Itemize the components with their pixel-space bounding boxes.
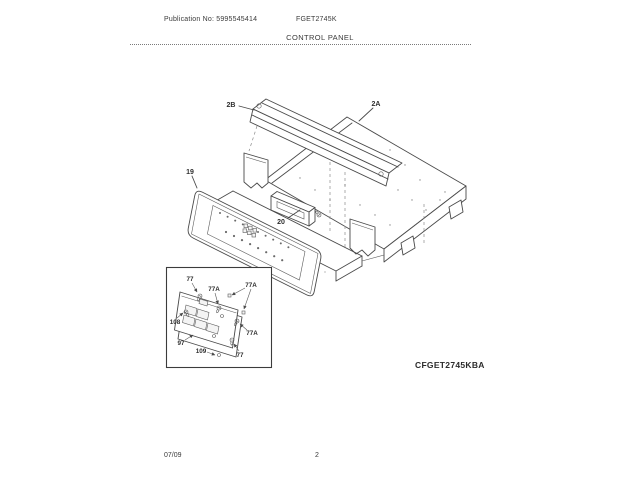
footer-page-number: 2 [315, 452, 319, 459]
publication-number: Publication No: 5995545414 [164, 16, 258, 23]
section-title: CONTROL PANEL [286, 33, 354, 42]
callout-109: 109 [195, 348, 207, 355]
control-board-inset [167, 268, 272, 368]
diagram-variant-code: CFGET2745KBA [415, 360, 485, 370]
callout-77-bottom: 77 [236, 352, 244, 359]
callout-2b: 2B [226, 102, 236, 109]
callout-77a-top: 77A [208, 286, 220, 293]
callout-20: 20 [277, 219, 285, 226]
callout-97: 97 [177, 340, 185, 347]
footer-date-code: 07/09 [164, 452, 182, 459]
callout-2a: 2A [371, 101, 381, 108]
callout-19: 19 [186, 169, 194, 176]
callout-77a-top-right: 77A [245, 282, 257, 289]
model-number: FGET2745K [296, 16, 337, 23]
callout-108: 108 [169, 319, 181, 326]
callout-77-top: 77 [186, 276, 194, 283]
callout-77a-right: 77A [246, 330, 258, 337]
part-left-mounting-bracket [244, 153, 268, 188]
